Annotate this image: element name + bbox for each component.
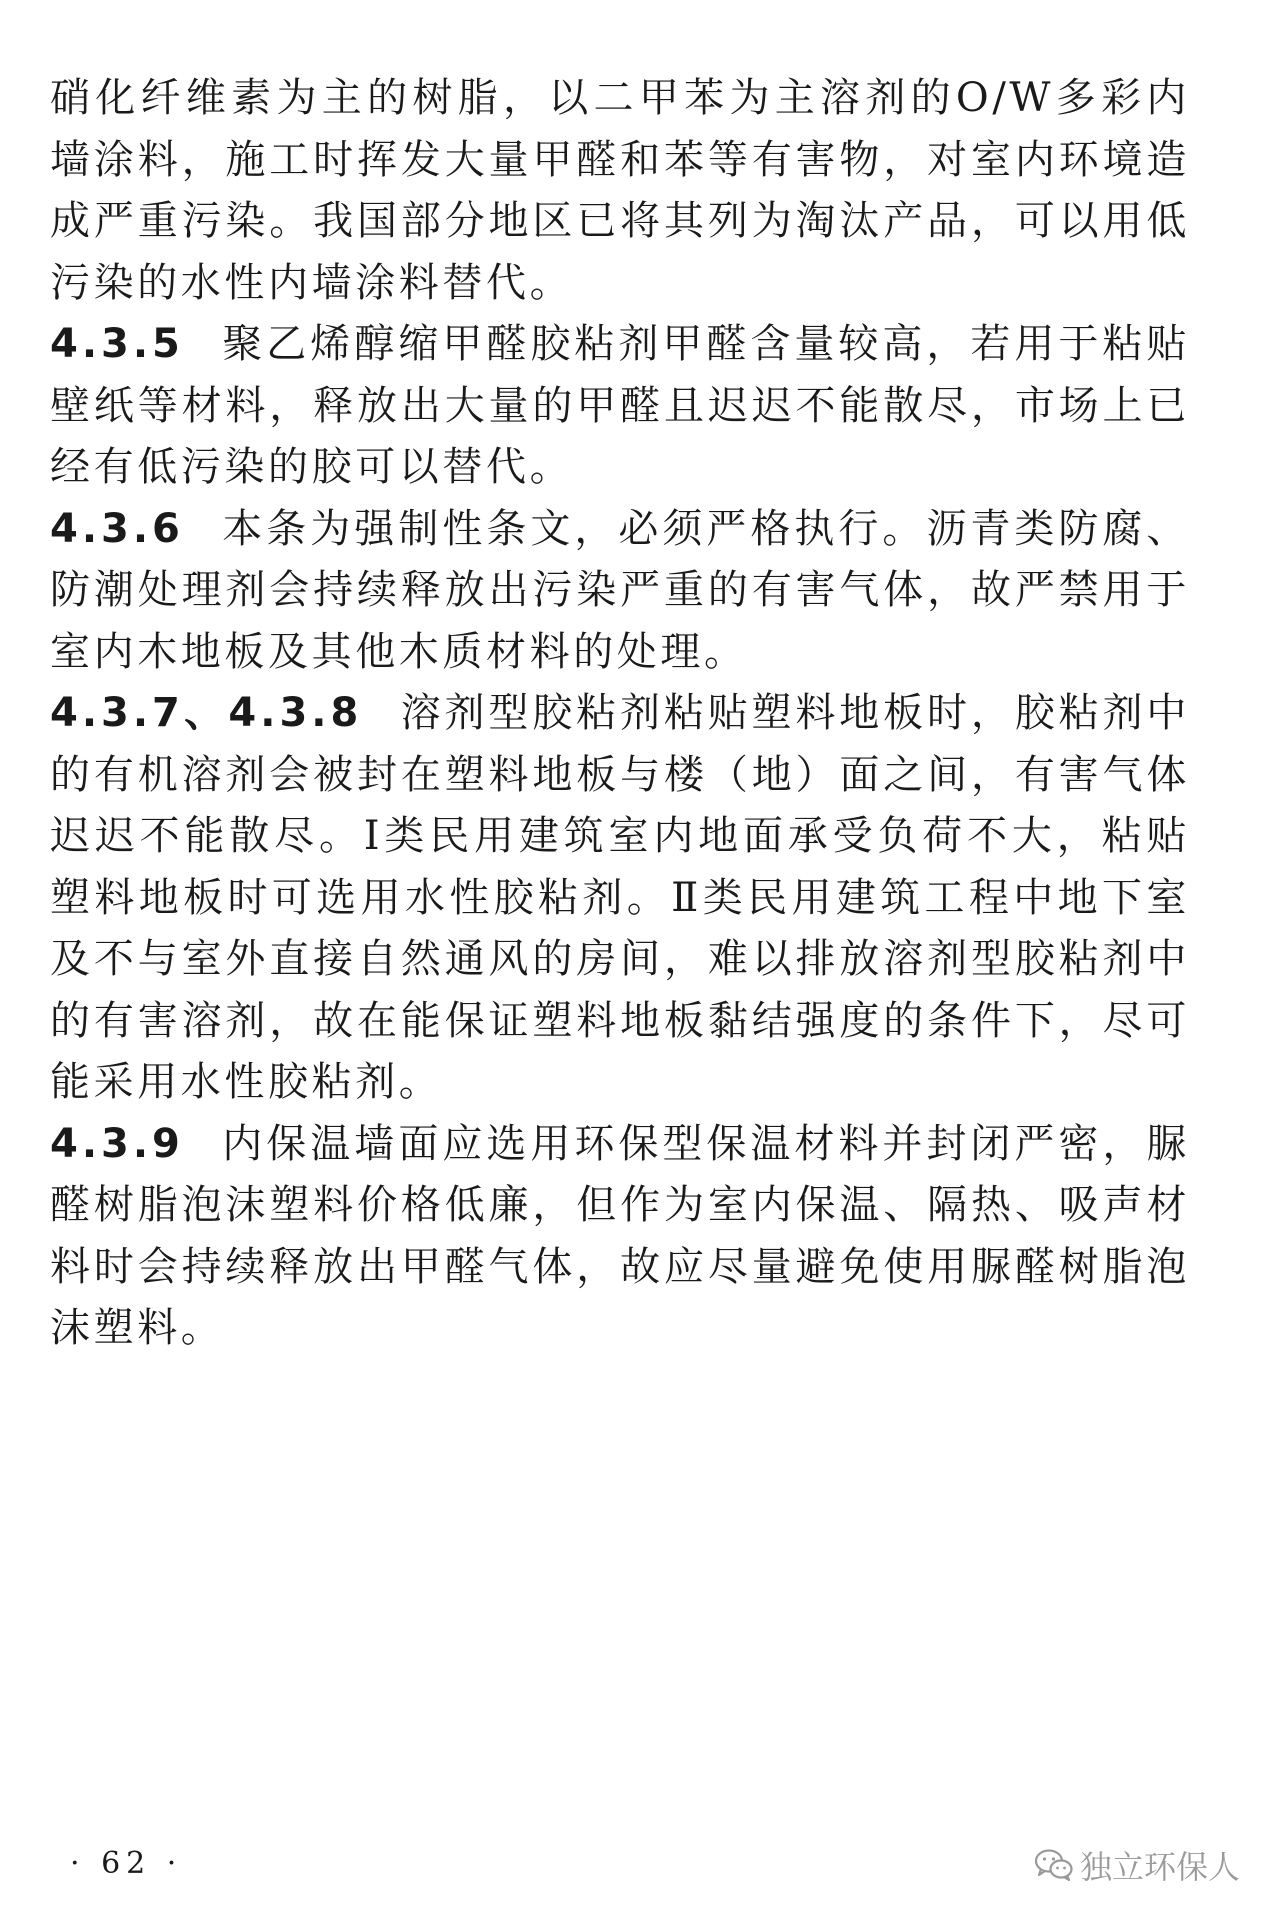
clause-text: 聚乙烯醇缩甲醛胶粘剂甲醛含量较高，若用于粘贴壁纸等材料，释放出大量的甲醛且迟迟不能散尽，市场上已经有低污染的胶可以替代。 — [50, 321, 1190, 490]
clause-4-3-9 — [50, 1114, 1190, 1360]
clause-text: 本条为强制性条文，必须严格执行。沥青类防腐、防潮处理剂会持续释放出污染严重的有害气体，故严禁用于室内木地板及其他木质材料的处理。 — [50, 505, 1190, 675]
paragraph-intro — [50, 68, 1190, 314]
clause-number: 4.3.7、4.3.8 — [50, 690, 363, 736]
clause-4-3-5 — [50, 314, 1190, 499]
page-number: · 62 · — [70, 1846, 183, 1881]
clause-text: 溶剂型胶粘剂粘贴塑料地板时，胶粘剂中的有机溶剂会被封在塑料地板与楼（地）面之间，有害气体迟迟不能散尽。Ⅰ类民用建筑室内地面承受负荷不大，粘贴塑料地板时可选用水性胶粘剂。Ⅱ类民用建筑工程中地下室及不与室外直接自然通风的房间，难以排放溶剂型胶粘剂中的有害溶剂，故在能保证塑料地板黏结强度的条件下，尽可能采用水性胶粘剂。 — [50, 690, 1190, 1105]
clause-number: 4.3.6 — [50, 505, 184, 552]
watermark-text: 独立环保人 — [1079, 1848, 1240, 1886]
clause-4-3-6 — [50, 499, 1190, 684]
clause-number: 4.3.5 — [50, 321, 184, 367]
wechat-icon — [1034, 1848, 1074, 1882]
clause-number: 4.3.9 — [50, 1120, 184, 1167]
document-body — [50, 68, 1190, 1360]
paragraph-text: 硝化纤维素为主的树脂，以二甲苯为主溶剂的O/W多彩内墙涂料，施工时挥发大量甲醛和苯等有害物，对室内环境造成严重污染。我国部分地区已将其列为淘汰产品，可以用低污染的水性内墙涂料替代。 — [50, 75, 1190, 306]
clause-4-3-7-4-3-8 — [50, 683, 1190, 1114]
watermark — [1034, 1842, 1240, 1888]
clause-text: 内保温墙面应选用环保型保温材料并封闭严密，脲醛树脂泡沫塑料价格低廉，但作为室内保温、隔热、吸声材料时会持续释放出甲醛气体，故应尽量避免使用脲醛树脂泡沫塑料。 — [50, 1120, 1190, 1351]
